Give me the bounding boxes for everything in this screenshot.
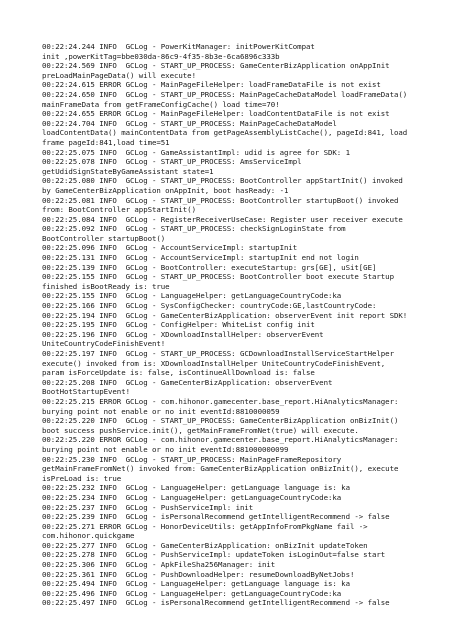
log-line: boot success pushService.init(), getMainFrameFromNet(true) will execute.	[42, 425, 359, 435]
log-line: from: BootController appStartInit()	[42, 205, 196, 215]
log-line: 00:22:25.075 INFO GCLog - GameAssistantImpl: udid is agree for SDK: 1	[42, 147, 350, 157]
log-line: com.hihonor.quickgame	[42, 531, 135, 541]
log-line: isPreLoad is: true	[42, 473, 122, 483]
log-line: 00:22:25.496 INFO GCLog - LanguageHelper: getLanguageCountryCode:ka	[42, 588, 342, 598]
log-line: 00:22:24.569 INFO GCLog - START_UP_PROCESS: GameCenterBizApplication onAppInit	[42, 61, 390, 71]
log-line: loadContentData() mainContentData from getPageAssemblyListCache(), pageId:841, load	[42, 128, 408, 138]
log-line: 00:22:25.277 INFO GCLog - GameCenterBizApplication: onBizInit updateToken	[42, 540, 368, 550]
log-line: 00:22:25.361 INFO GCLog - PushDownloadHelper: resumeDownloadByNetJobs!	[42, 569, 355, 579]
log-line: 00:22:25.096 INFO GCLog - AccountServiceImpl: startupInit	[42, 243, 298, 253]
log-line: 00:22:25.232 INFO GCLog - LanguageHelper: getLanguage language is: ka	[42, 483, 350, 493]
log-line: 00:22:25.215 ERROR GCLog - com.hihonor.gamecenter.base_report.HiAnalyticsManager:	[42, 396, 399, 406]
log-line: burying point not enable or no init eventId:8810000059	[42, 406, 280, 416]
log-line: 00:22:25.139 INFO GCLog - BootController: executeStartup: grs[GE], uSit[GE]	[42, 262, 377, 272]
log-text-block	[42, 42, 462, 608]
log-line: 00:22:25.497 INFO GCLog - isPersonalRecommend getIntelligentRecommend -> false	[42, 598, 390, 608]
log-line: frame pageId:841,load time=51	[42, 137, 170, 147]
log-line: preLoadMainPageData() will execute!	[42, 70, 196, 80]
log-line: 00:22:24.244 INFO GCLog - PowerKitManager: initPowerKitCompat	[42, 42, 315, 51]
log-line: 00:22:25.197 INFO GCLog - START_UP_PROCESS: GCDownloadInstallServiceStartHelper	[42, 349, 394, 358]
log-line: 00:22:25.155 INFO GCLog - START_UP_PROCESS: BootController boot execute Startup	[42, 272, 394, 282]
log-line: 00:22:25.494 INFO GCLog - LanguageHelper: getLanguage language is: ka	[42, 579, 350, 589]
log-line: 00:22:25.271 ERROR GCLog - HonorDeviceUtils: getAppInfoFromPkgName fail ->	[42, 521, 368, 531]
log-line: 00:22:25.081 INFO GCLog - START_UP_PROCESS: BootController startupBoot() invoked	[42, 195, 399, 205]
log-line: burying point not enable or no init eventId:881000000099	[42, 444, 289, 454]
log-line: 00:22:25.278 INFO GCLog - PushServiceImpl: updateToken isLoginOut=false start	[42, 550, 386, 560]
log-line: 00:22:24.650 INFO GCLog - START_UP_PROCESS: MainPageCacheDataModel loadFrameData()	[42, 89, 408, 99]
log-line: mainFrameData from getFrameConfigCache() load time=70!	[42, 99, 280, 109]
log-line: 00:22:25.195 INFO GCLog - ConfigHelper: WhiteList config init	[42, 320, 315, 330]
log-line: param isForceUpdate is: false, isContinueAllDownload is: false	[42, 368, 315, 378]
log-line: init ,powerKitTag=bbe030da-86c9-4f35-8b3e-6ca6896c333b	[42, 51, 280, 61]
log-line: 00:22:25.084 INFO GCLog - RegisterReceiverUseCase: Register user receiver execute	[42, 214, 403, 224]
log-line: 00:22:25.080 INFO GCLog - START_UP_PROCESS: BootController appStartInit() invoked	[42, 176, 403, 186]
log-line: 00:22:25.092 INFO GCLog - START_UP_PROCESS: checkSignLoginState from	[42, 224, 346, 234]
log-line: 00:22:24.615 ERROR GCLog - MainPageFileHelper: loadFrameDataFile is not exist	[42, 80, 381, 90]
log-line: BootHotStartupEvent!	[42, 387, 130, 397]
log-line: 00:22:25.237 INFO GCLog - PushServiceImpl: init	[42, 502, 254, 512]
log-line: 00:22:25.239 INFO GCLog - isPersonalRecommend getIntelligentRecommend -> false	[42, 512, 390, 522]
log-line: finished isBootReady is: true	[42, 281, 170, 291]
log-line: 00:22:24.655 ERROR GCLog - MainPageFileHelper: loadContentDataFile is not exist	[42, 109, 390, 119]
log-line: getUdidSignStateByGameAssistant state=1	[42, 166, 214, 176]
log-line: 00:22:25.306 INFO GCLog - ApkFileSha256Manager: init	[42, 560, 276, 570]
log-line: BootController startupBoot()	[42, 233, 166, 243]
log-line: 00:22:25.194 INFO GCLog - GameCenterBizApplication: observerEvent init report SDK!	[42, 310, 408, 320]
log-line: 00:22:25.220 INFO GCLog - START_UP_PROCESS: GameCenterBizApplication onBizInit()	[42, 416, 399, 426]
log-line: 00:22:25.078 INFO GCLog - START_UP_PROCESS: AmsServiceImpl	[42, 157, 302, 167]
log-line: 00:22:24.704 INFO GCLog - START_UP_PROCESS: MainPageCacheDataModel	[42, 118, 337, 128]
log-line: getMainFrameFromNet() invoked from: GameCenterBizApplication onBizInit(), execute	[42, 464, 399, 474]
log-line: by GameCenterBizApplication onAppInit, boot hasReady: -1	[42, 185, 289, 195]
log-line: 00:22:25.230 INFO GCLog - START_UP_PROCESS: MainPageFrameRepository	[42, 454, 342, 464]
log-line: 00:22:25.234 INFO GCLog - LanguageHelper: getLanguageCountryCode:ka	[42, 492, 342, 502]
log-line: 00:22:25.208 INFO GCLog - GameCenterBizApplication: observerEvent	[42, 377, 333, 387]
log-line: execute() invoked from is: XDownloadInstallHelper UniteCountryCodeFinishEvent,	[42, 358, 386, 368]
log-line: 00:22:25.155 INFO GCLog - LanguageHelper: getLanguageCountryCode:ka	[42, 291, 342, 301]
log-line: 00:22:25.196 INFO GCLog - XDownloadInstallHelper: observerEvent	[42, 329, 324, 339]
log-line: 00:22:25.166 INFO GCLog - SysConfigChecker: countryCode:GE,lastCountryCode:	[42, 301, 377, 311]
log-line: 00:22:25.220 ERROR GCLog - com.hihonor.gamecenter.base_report.HiAnalyticsManager:	[42, 435, 399, 445]
log-line: 00:22:25.131 INFO GCLog - AccountServiceImpl: startupInit end not login	[42, 253, 359, 263]
log-line: UniteCountryCodeFinishEvent!	[42, 339, 166, 349]
